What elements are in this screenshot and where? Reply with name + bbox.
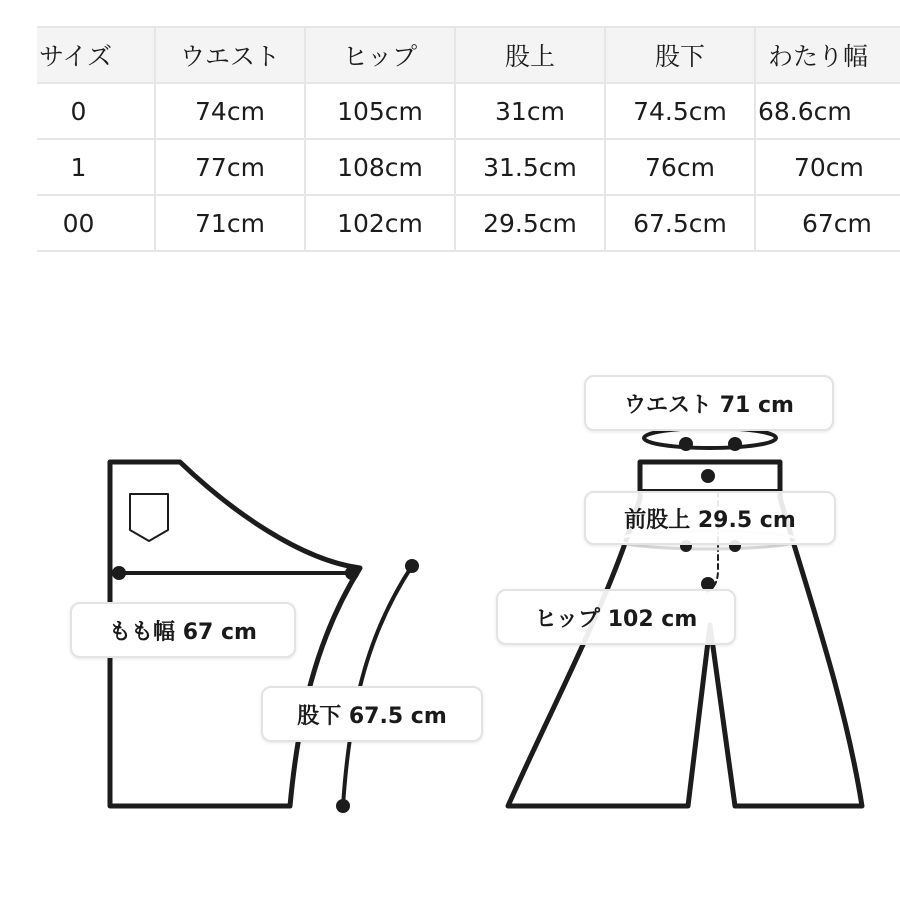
waist-right-dot	[728, 437, 742, 451]
header-waist: ウエスト	[155, 27, 305, 83]
rise-top-dot	[701, 469, 715, 483]
hip-cell: 108cm	[305, 139, 455, 195]
waist-label: ウエスト 71 cm	[584, 375, 834, 431]
waist-cell: 74cm	[155, 83, 305, 139]
inseam-cell: 67.5cm	[605, 195, 755, 251]
inseam-label: 股下 67.5 cm	[261, 686, 483, 742]
waist-measure-ellipse	[644, 428, 776, 448]
inseam-cell: 74.5cm	[605, 83, 755, 139]
hip-label: ヒップ 102 cm	[496, 589, 736, 645]
thigh-width-label: もも幅 67 cm	[70, 602, 296, 658]
size-cell: 1	[37, 139, 155, 195]
thigh-cell: 70cm	[755, 139, 900, 195]
thigh-end-dot	[345, 566, 359, 580]
waist-left-dot	[679, 437, 693, 451]
inseam-bottom-dot	[336, 799, 350, 813]
rise-cell: 31.5cm	[455, 139, 605, 195]
thigh-cell: 67cm	[755, 195, 900, 251]
rise-cell: 29.5cm	[455, 195, 605, 251]
inseam-top-dot	[405, 559, 419, 573]
header-rise: 股上	[455, 27, 605, 83]
header-thigh-width: わたり幅	[755, 27, 900, 83]
front-rise-label: 前股上 29.5 cm	[584, 491, 836, 545]
pocket-outline	[130, 494, 168, 541]
header-inseam: 股下	[605, 27, 755, 83]
waist-cell: 71cm	[155, 195, 305, 251]
thigh-cell: 68.6cm	[755, 83, 900, 139]
size-cell: 0	[37, 83, 155, 139]
thigh-start-dot	[112, 566, 126, 580]
waist-cell: 77cm	[155, 139, 305, 195]
hip-cell: 105cm	[305, 83, 455, 139]
hip-cell: 102cm	[305, 195, 455, 251]
size-cell: 00	[37, 195, 155, 251]
inseam-cell: 76cm	[605, 139, 755, 195]
header-size: サイズ	[37, 27, 155, 83]
header-hip: ヒップ	[305, 27, 455, 83]
rise-cell: 31cm	[455, 83, 605, 139]
